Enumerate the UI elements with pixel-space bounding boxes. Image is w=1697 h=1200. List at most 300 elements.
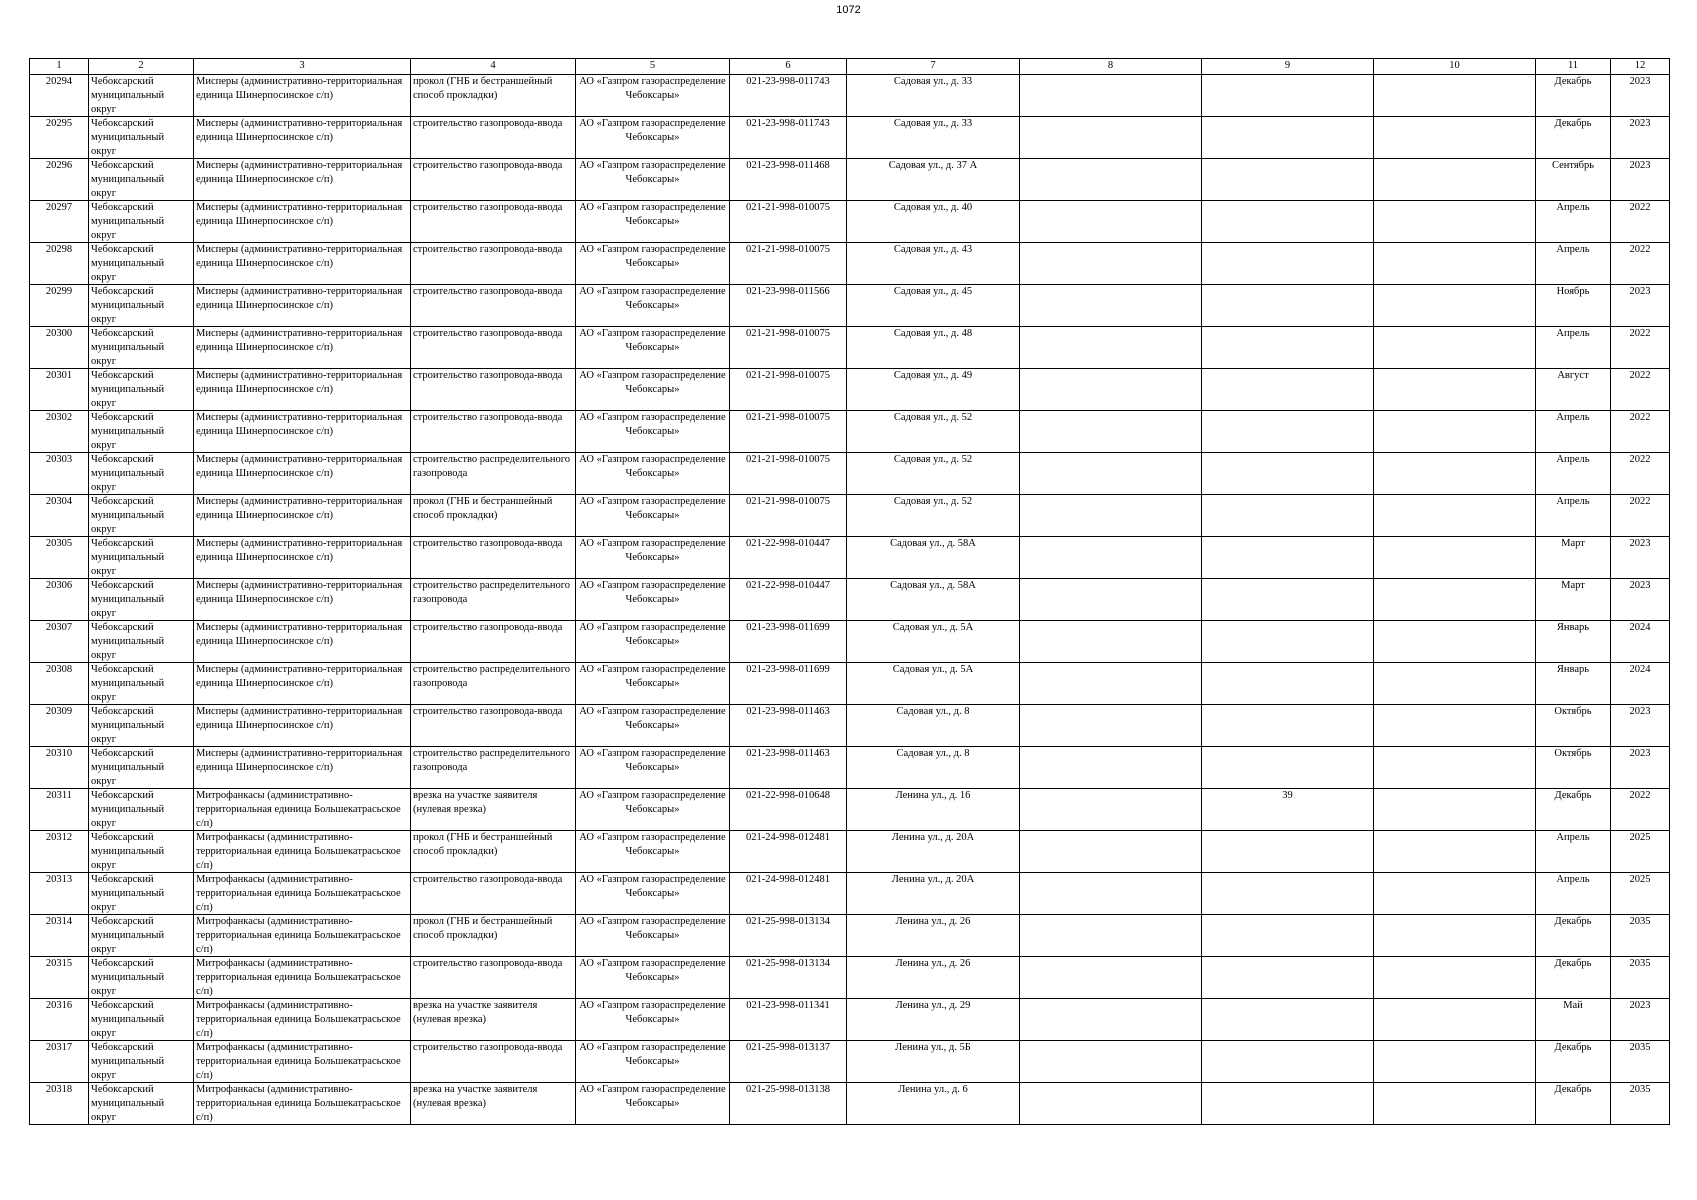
column-8-cell-text xyxy=(1022,621,1199,662)
work-type-cell xyxy=(411,495,576,537)
district-cell xyxy=(89,663,194,705)
year-cell-text: 2023 xyxy=(1629,76,1651,87)
column-9-cell-text xyxy=(1204,75,1371,116)
column-10-cell xyxy=(1374,579,1536,621)
application-code-cell-text: 021-23-998-011743 xyxy=(746,118,830,129)
row-number xyxy=(30,117,89,159)
column-9-cell-text xyxy=(1204,705,1371,746)
row-number xyxy=(30,327,89,369)
address-cell-text: Садовая ул., д. 45 xyxy=(893,286,973,297)
organization-cell-text: АО «Газпром газораспределение Чебоксары» xyxy=(579,664,726,689)
work-type-cell-text: строительство газопровода-ввода xyxy=(413,370,563,381)
address-cell xyxy=(847,117,1020,159)
work-type-cell xyxy=(411,1041,576,1083)
column-8-cell-text xyxy=(1022,117,1199,158)
registry-table xyxy=(29,58,1670,1125)
organization-cell-text: АО «Газпром газораспределение Чебоксары» xyxy=(579,1000,726,1025)
year-cell-text: 2035 xyxy=(1629,958,1651,969)
district-cell-text: Чебоксарский муниципальный округ xyxy=(91,118,165,157)
row-number-text: 20309 xyxy=(45,706,73,717)
organization-cell xyxy=(576,201,730,243)
address-cell-text: Садовая ул., д. 33 xyxy=(893,76,973,87)
column-9-cell-text xyxy=(1204,285,1371,326)
address-cell xyxy=(847,159,1020,201)
column-8-cell xyxy=(1020,159,1202,201)
organization-cell xyxy=(576,915,730,957)
column-10-cell xyxy=(1374,789,1536,831)
organization-cell-text: АО «Газпром газораспределение Чебоксары» xyxy=(579,1042,726,1067)
work-type-cell xyxy=(411,285,576,327)
application-code-cell xyxy=(730,117,847,159)
row-number-text: 20298 xyxy=(45,244,73,255)
row-number xyxy=(30,831,89,873)
month-cell xyxy=(1536,579,1611,621)
column-9-cell-text xyxy=(1204,201,1371,242)
month-cell-text: Апрель xyxy=(1556,328,1590,339)
row-number xyxy=(30,495,89,537)
column-8-cell xyxy=(1020,999,1202,1041)
address-cell xyxy=(847,243,1020,285)
column-10-cell-text xyxy=(1376,327,1533,368)
organization-cell-text: АО «Газпром газораспределение Чебоксары» xyxy=(579,958,726,983)
column-8-cell xyxy=(1020,579,1202,621)
month-cell-text: Декабрь xyxy=(1554,76,1592,87)
column-8-cell xyxy=(1020,537,1202,579)
year-cell-text: 2024 xyxy=(1629,622,1651,633)
column-10-cell-text xyxy=(1376,537,1533,578)
column-8-cell xyxy=(1020,957,1202,999)
column-10-cell-text xyxy=(1376,705,1533,746)
column-10-cell xyxy=(1374,705,1536,747)
district-cell xyxy=(89,369,194,411)
column-9-cell xyxy=(1202,411,1374,453)
address-cell-text: Ленина ул., д. 16 xyxy=(895,790,971,801)
column-10-cell-text xyxy=(1376,117,1533,158)
settlement-cell-text: Мисперы (административно-территориальная единица Шинерпосинское с/п) xyxy=(196,118,403,143)
column-8-cell xyxy=(1020,369,1202,411)
column-8-cell-text xyxy=(1022,243,1199,284)
column-10-cell-text xyxy=(1376,453,1533,494)
month-cell-text: Март xyxy=(1561,580,1585,591)
table-row xyxy=(30,915,1670,957)
district-cell-text: Чебоксарский муниципальный округ xyxy=(91,748,165,787)
year-cell-text: 2035 xyxy=(1629,916,1651,927)
district-cell-text: Чебоксарский муниципальный округ xyxy=(91,958,165,997)
year-cell xyxy=(1611,411,1670,453)
district-cell xyxy=(89,75,194,117)
year-cell xyxy=(1611,117,1670,159)
month-cell-text: Апрель xyxy=(1556,832,1590,843)
district-cell xyxy=(89,411,194,453)
district-cell-text: Чебоксарский муниципальный округ xyxy=(91,1084,165,1123)
row-number xyxy=(30,915,89,957)
district-cell xyxy=(89,579,194,621)
district-cell xyxy=(89,201,194,243)
address-cell-text: Ленина ул., д. 6 xyxy=(898,1084,968,1095)
month-cell-text: Декабрь xyxy=(1554,790,1592,801)
column-9-cell xyxy=(1202,75,1374,117)
column-8-cell-text xyxy=(1022,831,1199,872)
application-code-cell-text: 021-21-998-010075 xyxy=(746,328,830,339)
column-8-cell-text xyxy=(1022,663,1199,704)
work-type-cell xyxy=(411,327,576,369)
row-number xyxy=(30,243,89,285)
column-8-cell xyxy=(1020,621,1202,663)
district-cell-text: Чебоксарский муниципальный округ xyxy=(91,286,165,325)
address-cell-text: Садовая ул., д. 52 xyxy=(893,496,973,507)
column-8-cell-text xyxy=(1022,873,1199,914)
table-body xyxy=(30,75,1670,1125)
column-header-2: 2 xyxy=(89,59,194,75)
work-type-cell xyxy=(411,621,576,663)
address-cell xyxy=(847,957,1020,999)
column-9-cell xyxy=(1202,537,1374,579)
column-8-cell xyxy=(1020,495,1202,537)
column-10-cell xyxy=(1374,831,1536,873)
application-code-cell-text: 021-25-998-013134 xyxy=(746,916,830,927)
settlement-cell-text: Мисперы (административно-территориальная единица Шинерпосинское с/п) xyxy=(196,328,403,353)
address-cell-text: Ленина ул., д. 5Б xyxy=(895,1042,971,1053)
column-9-cell xyxy=(1202,621,1374,663)
row-number xyxy=(30,537,89,579)
column-10-cell-text xyxy=(1376,243,1533,284)
work-type-cell xyxy=(411,663,576,705)
row-number xyxy=(30,579,89,621)
settlement-cell xyxy=(194,411,411,453)
application-code-cell xyxy=(730,915,847,957)
organization-cell-text: АО «Газпром газораспределение Чебоксары» xyxy=(579,76,726,101)
district-cell-text: Чебоксарский муниципальный округ xyxy=(91,832,165,871)
organization-cell-text: АО «Газпром газораспределение Чебоксары» xyxy=(579,706,726,731)
column-10-cell xyxy=(1374,495,1536,537)
column-10-cell-text xyxy=(1376,663,1533,704)
column-8-cell-text xyxy=(1022,999,1199,1040)
row-number-text: 20317 xyxy=(45,1042,73,1053)
district-cell-text: Чебоксарский муниципальный округ xyxy=(91,580,165,619)
row-number xyxy=(30,453,89,495)
table-row xyxy=(30,327,1670,369)
year-cell-text: 2035 xyxy=(1629,1042,1651,1053)
column-9-cell xyxy=(1202,1083,1374,1125)
address-cell xyxy=(847,411,1020,453)
organization-cell xyxy=(576,747,730,789)
work-type-cell xyxy=(411,369,576,411)
settlement-cell-text: Мисперы (административно-территориальная единица Шинерпосинское с/п) xyxy=(196,622,403,647)
column-8-cell xyxy=(1020,789,1202,831)
district-cell-text: Чебоксарский муниципальный округ xyxy=(91,370,165,409)
application-code-cell xyxy=(730,957,847,999)
work-type-cell xyxy=(411,75,576,117)
column-10-cell-text xyxy=(1376,75,1533,116)
column-9-cell xyxy=(1202,159,1374,201)
month-cell xyxy=(1536,999,1611,1041)
year-cell xyxy=(1611,285,1670,327)
month-cell-text: Август xyxy=(1557,370,1589,381)
month-cell-text: Апрель xyxy=(1556,412,1590,423)
column-9-cell xyxy=(1202,579,1374,621)
work-type-cell-text: строительство газопровода-ввода xyxy=(413,118,563,129)
work-type-cell-text: строительство газопровода-ввода xyxy=(413,874,563,885)
year-cell xyxy=(1611,999,1670,1041)
month-cell-text: Декабрь xyxy=(1554,958,1592,969)
column-10-cell xyxy=(1374,411,1536,453)
column-9-cell xyxy=(1202,285,1374,327)
year-cell-text: 2022 xyxy=(1629,496,1651,507)
settlement-cell-text: Мисперы (административно-территориальная единица Шинерпосинское с/п) xyxy=(196,202,403,227)
district-cell-text: Чебоксарский муниципальный округ xyxy=(91,916,165,955)
column-10-cell-text xyxy=(1376,1083,1533,1124)
column-8-cell-text xyxy=(1022,915,1199,956)
address-cell-text: Садовая ул., д. 48 xyxy=(893,328,973,339)
year-cell-text: 2022 xyxy=(1629,370,1651,381)
year-cell-text: 2025 xyxy=(1629,832,1651,843)
column-9-cell-text xyxy=(1204,327,1371,368)
column-10-cell xyxy=(1374,999,1536,1041)
address-cell xyxy=(847,327,1020,369)
year-cell-text: 2022 xyxy=(1629,244,1651,255)
settlement-cell xyxy=(194,453,411,495)
year-cell xyxy=(1611,789,1670,831)
organization-cell xyxy=(576,1083,730,1125)
month-cell xyxy=(1536,915,1611,957)
application-code-cell xyxy=(730,369,847,411)
column-10-cell xyxy=(1374,201,1536,243)
month-cell xyxy=(1536,1041,1611,1083)
column-10-cell-text xyxy=(1376,159,1533,200)
column-10-cell xyxy=(1374,873,1536,915)
work-type-cell-text: строительство газопровода-ввода xyxy=(413,1042,563,1053)
work-type-cell xyxy=(411,747,576,789)
table-row xyxy=(30,75,1670,117)
column-10-cell-text xyxy=(1376,915,1533,956)
table-row xyxy=(30,705,1670,747)
column-10-cell-text xyxy=(1376,495,1533,536)
month-cell xyxy=(1536,453,1611,495)
column-header-7: 7 xyxy=(847,59,1020,75)
table-row xyxy=(30,537,1670,579)
address-cell xyxy=(847,537,1020,579)
column-9-cell-text xyxy=(1204,621,1371,662)
settlement-cell-text: Мисперы (административно-территориальная единица Шинерпосинское с/п) xyxy=(196,580,403,605)
column-9-cell xyxy=(1202,747,1374,789)
settlement-cell xyxy=(194,999,411,1041)
district-cell xyxy=(89,873,194,915)
address-cell-text: Ленина ул., д. 29 xyxy=(895,1000,971,1011)
column-header-1: 1 xyxy=(30,59,89,75)
organization-cell-text: АО «Газпром газораспределение Чебоксары» xyxy=(579,874,726,899)
organization-cell xyxy=(576,663,730,705)
application-code-cell xyxy=(730,579,847,621)
column-9-cell-text xyxy=(1204,243,1371,284)
address-cell-text: Ленина ул., д. 26 xyxy=(895,916,971,927)
settlement-cell-text: Митрофанкасы (административно-территориальная единица Большекатрасьское с/п) xyxy=(196,1042,401,1081)
organization-cell xyxy=(576,537,730,579)
month-cell-text: Январь xyxy=(1556,622,1590,633)
column-10-cell xyxy=(1374,285,1536,327)
column-9-cell xyxy=(1202,663,1374,705)
application-code-cell-text: 021-23-998-011699 xyxy=(746,664,830,675)
organization-cell xyxy=(576,789,730,831)
column-10-cell xyxy=(1374,453,1536,495)
column-8-cell-text xyxy=(1022,411,1199,452)
address-cell-text: Ленина ул., д. 20А xyxy=(891,832,975,843)
month-cell xyxy=(1536,1083,1611,1125)
column-9-cell-text xyxy=(1204,663,1371,704)
address-cell xyxy=(847,369,1020,411)
organization-cell-text: АО «Газпром газораспределение Чебоксары» xyxy=(579,580,726,605)
organization-cell-text: АО «Газпром газораспределение Чебоксары» xyxy=(579,202,726,227)
settlement-cell xyxy=(194,621,411,663)
column-9-cell xyxy=(1202,915,1374,957)
settlement-cell xyxy=(194,75,411,117)
column-8-cell-text xyxy=(1022,369,1199,410)
district-cell xyxy=(89,621,194,663)
settlement-cell-text: Мисперы (административно-территориальная единица Шинерпосинское с/п) xyxy=(196,496,403,521)
row-number xyxy=(30,1041,89,1083)
settlement-cell-text: Митрофанкасы (административно-территориальная единица Большекатрасьское с/п) xyxy=(196,916,401,955)
column-9-cell-text xyxy=(1204,999,1371,1040)
district-cell xyxy=(89,1083,194,1125)
address-cell xyxy=(847,915,1020,957)
settlement-cell-text: Митрофанкасы (административно-территориальная единица Большекатрасьское с/п) xyxy=(196,958,401,997)
column-8-cell-text xyxy=(1022,1083,1199,1124)
row-number xyxy=(30,747,89,789)
district-cell-text: Чебоксарский муниципальный округ xyxy=(91,706,165,745)
address-cell xyxy=(847,663,1020,705)
header-row xyxy=(30,59,1670,75)
month-cell xyxy=(1536,243,1611,285)
column-header-3: 3 xyxy=(194,59,411,75)
settlement-cell-text: Мисперы (административно-территориальная единица Шинерпосинское с/п) xyxy=(196,76,403,101)
column-10-cell xyxy=(1374,747,1536,789)
column-9-cell xyxy=(1202,453,1374,495)
address-cell xyxy=(847,789,1020,831)
work-type-cell xyxy=(411,159,576,201)
column-8-cell xyxy=(1020,453,1202,495)
month-cell xyxy=(1536,411,1611,453)
column-8-cell-text xyxy=(1022,789,1199,830)
settlement-cell xyxy=(194,1083,411,1125)
district-cell xyxy=(89,243,194,285)
column-9-cell xyxy=(1202,957,1374,999)
column-9-cell xyxy=(1202,201,1374,243)
application-code-cell-text: 021-23-998-011341 xyxy=(746,1000,830,1011)
month-cell xyxy=(1536,75,1611,117)
row-number-text: 20303 xyxy=(45,454,73,465)
application-code-cell xyxy=(730,831,847,873)
year-cell xyxy=(1611,453,1670,495)
settlement-cell xyxy=(194,537,411,579)
address-cell xyxy=(847,873,1020,915)
application-code-cell xyxy=(730,495,847,537)
row-number-text: 20311 xyxy=(46,790,72,801)
table-header xyxy=(30,59,1670,75)
address-cell-text: Садовая ул., д. 5А xyxy=(892,664,974,675)
month-cell xyxy=(1536,327,1611,369)
work-type-cell xyxy=(411,999,576,1041)
settlement-cell-text: Мисперы (административно-территориальная единица Шинерпосинское с/п) xyxy=(196,370,403,395)
column-9-cell xyxy=(1202,369,1374,411)
year-cell xyxy=(1611,957,1670,999)
work-type-cell xyxy=(411,789,576,831)
work-type-cell-text: прокол (ГНБ и бестраншейный способ прокладки) xyxy=(413,496,553,521)
month-cell xyxy=(1536,663,1611,705)
month-cell-text: Ноябрь xyxy=(1556,286,1590,297)
district-cell-text: Чебоксарский муниципальный округ xyxy=(91,622,165,661)
row-number xyxy=(30,285,89,327)
address-cell-text: Садовая ул., д. 40 xyxy=(893,202,973,213)
column-8-cell-text xyxy=(1022,579,1199,620)
settlement-cell xyxy=(194,243,411,285)
row-number xyxy=(30,873,89,915)
settlement-cell-text: Мисперы (административно-территориальная единица Шинерпосинское с/п) xyxy=(196,412,403,437)
column-header-8: 8 xyxy=(1020,59,1202,75)
organization-cell-text: АО «Газпром газораспределение Чебоксары» xyxy=(579,328,726,353)
column-10-cell xyxy=(1374,369,1536,411)
settlement-cell-text: Мисперы (административно-территориальная единица Шинерпосинское с/п) xyxy=(196,244,403,269)
table-row xyxy=(30,495,1670,537)
row-number-text: 20301 xyxy=(45,370,73,381)
address-cell xyxy=(847,453,1020,495)
settlement-cell xyxy=(194,285,411,327)
month-cell-text: Март xyxy=(1561,538,1585,549)
district-cell xyxy=(89,159,194,201)
work-type-cell-text: строительство газопровода-ввода xyxy=(413,538,563,549)
address-cell xyxy=(847,201,1020,243)
work-type-cell-text: врезка на участке заявителя (нулевая врезка) xyxy=(413,1084,538,1109)
month-cell-text: Апрель xyxy=(1556,874,1590,885)
year-cell-text: 2024 xyxy=(1629,664,1651,675)
row-number-text: 20306 xyxy=(45,580,73,591)
settlement-cell-text: Митрофанкасы (административно-территориальная единица Большекатрасьское с/п) xyxy=(196,874,401,913)
column-9-cell-text xyxy=(1204,159,1371,200)
application-code-cell xyxy=(730,789,847,831)
column-8-cell-text xyxy=(1022,285,1199,326)
year-cell-text: 2023 xyxy=(1629,538,1651,549)
row-number xyxy=(30,75,89,117)
year-cell-text: 2023 xyxy=(1629,286,1651,297)
application-code-cell-text: 021-21-998-010075 xyxy=(746,202,830,213)
column-10-cell-text xyxy=(1376,873,1533,914)
table-row xyxy=(30,285,1670,327)
application-code-cell-text: 021-23-998-011743 xyxy=(746,76,830,87)
organization-cell xyxy=(576,411,730,453)
settlement-cell xyxy=(194,957,411,999)
column-10-cell-text xyxy=(1376,1041,1533,1082)
work-type-cell-text: прокол (ГНБ и бестраншейный способ прокладки) xyxy=(413,76,553,101)
column-10-cell xyxy=(1374,327,1536,369)
row-number-text: 20296 xyxy=(45,160,73,171)
table-row xyxy=(30,663,1670,705)
table-row xyxy=(30,621,1670,663)
column-8-cell xyxy=(1020,327,1202,369)
row-number-text: 20305 xyxy=(45,538,73,549)
column-10-cell-text xyxy=(1376,957,1533,998)
year-cell-text: 2023 xyxy=(1629,118,1651,129)
settlement-cell xyxy=(194,747,411,789)
settlement-cell-text: Мисперы (административно-территориальная единица Шинерпосинское с/п) xyxy=(196,664,403,689)
column-10-cell xyxy=(1374,663,1536,705)
row-number-text: 20307 xyxy=(45,622,73,633)
column-8-cell xyxy=(1020,915,1202,957)
work-type-cell xyxy=(411,915,576,957)
table-row xyxy=(30,747,1670,789)
district-cell xyxy=(89,285,194,327)
month-cell-text: Апрель xyxy=(1556,496,1590,507)
column-9-cell xyxy=(1202,789,1374,831)
row-number xyxy=(30,201,89,243)
column-8-cell-text xyxy=(1022,75,1199,116)
